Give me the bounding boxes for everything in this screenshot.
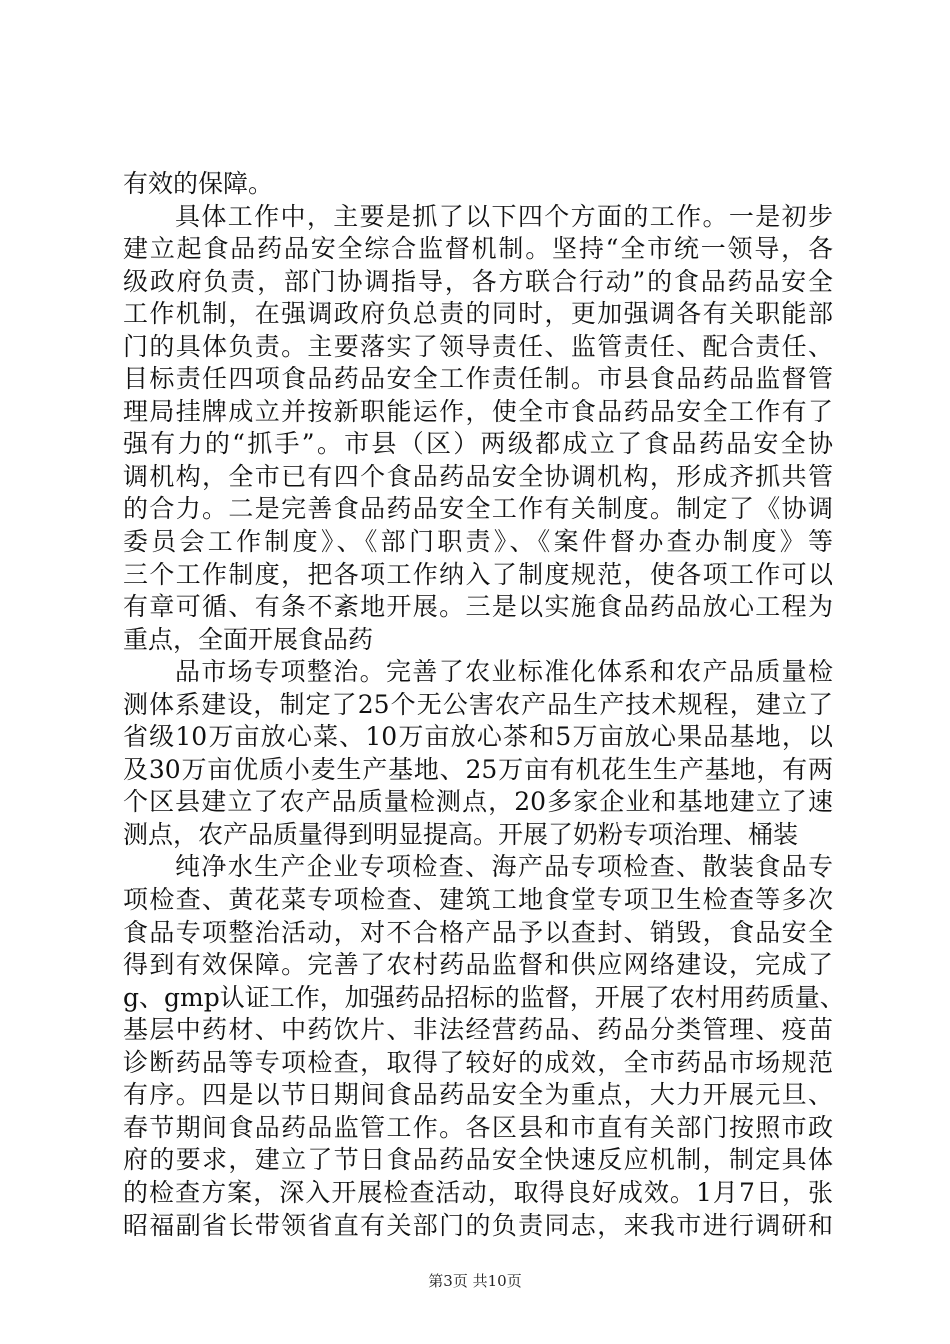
text-line: 工作机制，在强调政府负总责的同时，更加强调各有关职能部 <box>123 299 833 329</box>
text-line: 诊断药品等专项检查，取得了较好的成效，全市药品市场规范 <box>123 1047 833 1077</box>
text-line: 有效的保障。 <box>123 169 274 198</box>
text-line: 建立起食品药品安全综合监督机制。坚持“全市统一领导，各 <box>123 234 833 264</box>
text-line: 强有力的“抓手”。市县（区）两级都成立了食品药品安全协 <box>123 429 833 459</box>
text-line: 个区县建立了农产品质量检测点，20多家企业和基地建立了速 <box>123 787 833 817</box>
text-line: 目标责任四项食品药品安全工作责任制。市县食品药品监督管 <box>123 364 833 394</box>
text-line: 昭福副省长带领省直有关部门的负责同志，来我市进行调研和 <box>123 1210 833 1240</box>
text-line: 具体工作中，主要是抓了以下四个方面的工作。一是初步 <box>175 201 833 231</box>
text-line: 的检查方案，深入开展检查活动，取得良好成效。1月7日，张 <box>123 1177 833 1207</box>
text-line: 测点，农产品质量得到明显提高。开展了奶粉专项治理、桶装 <box>123 819 799 849</box>
text-line: 有章可循、有条不紊地开展。三是以实施食品药品放心工程为 <box>123 592 833 622</box>
text-line: 调机构，全市已有四个食品药品安全协调机构，形成齐抓共管 <box>123 461 833 491</box>
text-line: 级政府负责，部门协调指导，各方联合行动”的食品药品安全 <box>123 266 833 296</box>
text-line: 项检查、黄花菜专项检查、建筑工地食堂专项卫生检查等多次 <box>123 885 833 915</box>
text-line: 的合力。二是完善食品药品安全工作有关制度。制定了《协调 <box>123 494 833 524</box>
text-line: 重点，全面开展食品药 <box>123 624 374 654</box>
text-line: 委员会工作制度》、《部门职责》、《案件督办查办制度》等 <box>123 527 833 557</box>
text-line: 测体系建设，制定了25个无公害农产品生产技术规程，建立了 <box>123 689 833 719</box>
text-line: 理局挂牌成立并按新职能运作，使全市食品药品安全工作有了 <box>123 396 833 426</box>
text-line: 三个工作制度，把各项工作纳入了制度规范，使各项工作可以 <box>123 559 833 589</box>
document-body <box>123 168 845 1242</box>
text-line: 品市场专项整治。完善了农业标准化体系和农产品质量检 <box>175 657 833 687</box>
text-line: 春节期间食品药品监管工作。各区县和市直有关部门按照市政 <box>123 1112 833 1142</box>
text-line: 及30万亩优质小麦生产基地、25万亩有机花生生产基地，有两 <box>123 754 833 784</box>
text-line: g、gmp认证工作，加强药品招标的监督，开展了农村用药质量、 <box>123 982 845 1012</box>
text-line: 食品专项整治活动，对不合格产品予以查封、销毁，食品安全 <box>123 917 833 947</box>
text-line: 府的要求，建立了节日食品药品安全快速反应机制，制定具体 <box>123 1145 833 1175</box>
text-line: 纯净水生产企业专项检查、海产品专项检查、散装食品专 <box>175 852 833 882</box>
text-line: 门的具体负责。主要落实了领导责任、监管责任、配合责任、 <box>123 331 833 361</box>
text-line: 省级10万亩放心菜、10万亩放心茶和5万亩放心果品基地，以 <box>123 722 833 752</box>
text-line: 基层中药材、中药饮片、非法经营药品、药品分类管理、疫苗 <box>123 1015 833 1045</box>
page-footer: 第3页 共10页 <box>428 1272 522 1290</box>
text-line: 有序。四是以节日期间食品药品安全为重点，大力开展元旦、 <box>123 1080 833 1110</box>
text-line: 得到有效保障。完善了农村药品监督和供应网络建设，完成了 <box>123 950 833 980</box>
